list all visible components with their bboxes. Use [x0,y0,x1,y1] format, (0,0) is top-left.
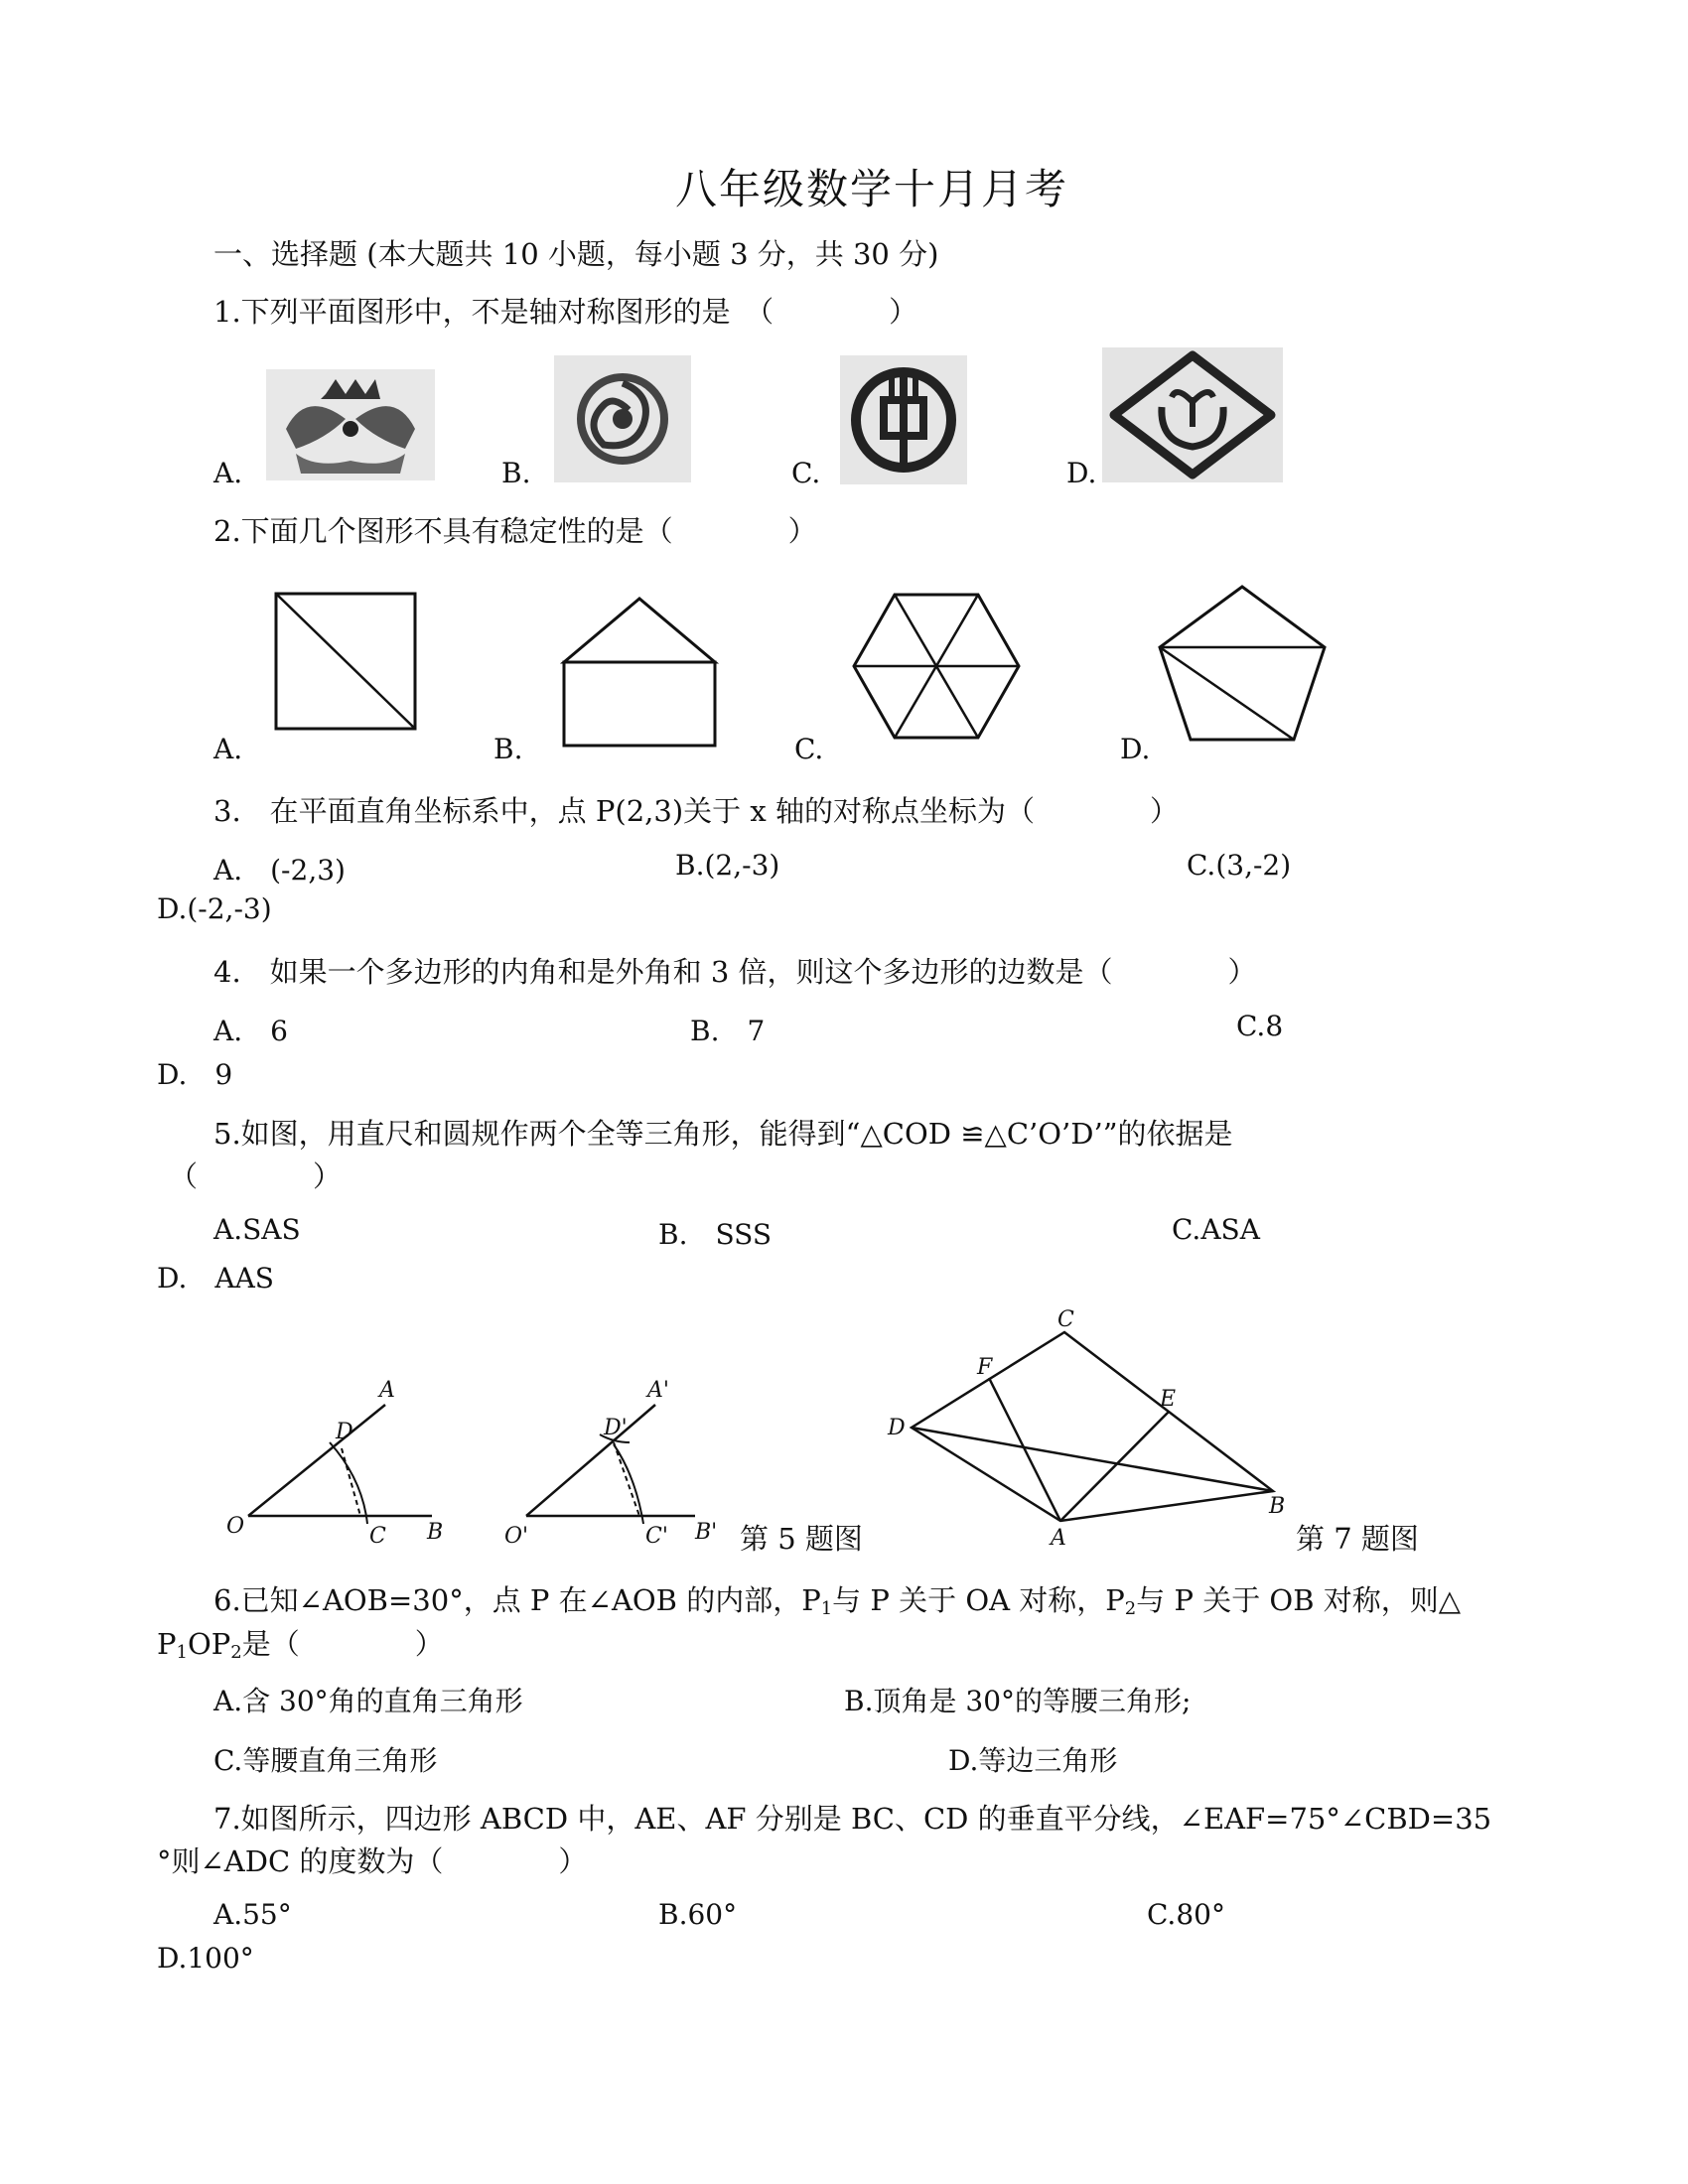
q4-option-a: A. 6 [213,1015,288,1047]
q7-option-c: C.80° [1147,1898,1225,1931]
fig7-caption: 第 7 题图 [1296,1522,1419,1556]
q6-option-b: B.顶角是 30°的等腰三角形; [844,1685,1192,1717]
fig5-right-label-a: A' [647,1378,669,1403]
fig5-left-label-c: C [369,1524,386,1549]
q6-stem: 6.已知∠AOB=30°，点 P 在∠AOB 的内部，$P_1$与 P 关于 OA 对称，$P_2$与 P 关于 OB 对称，则△ [213,1583,1462,1619]
fig5-right-label-o: O' [504,1524,529,1549]
q2-stem: 2.下面几个图形不具有稳定性的是（ ） [213,514,817,548]
fig7-label-a: A [1051,1526,1066,1551]
fig5-left-label-d: D [336,1420,353,1444]
fig5-right-label-c: C' [645,1524,668,1549]
q5-option-b: B. SSS [658,1218,773,1251]
fig5-right-label-b: B' [695,1520,718,1545]
q1-image-d [1102,347,1283,482]
fig7-label-f: F [977,1355,993,1380]
q5-stem: 5.如图，用直尺和圆规作两个全等三角形，能得到“△COD ≌△C’O’D’”的依据是 [213,1117,1233,1151]
q3-option-d: D.(-2,-3) [157,892,272,925]
fig5-right-label-d: D' [604,1416,628,1440]
q2-figure-c-hexagon [851,592,1022,741]
fig5-left-label-b: B [427,1520,444,1545]
q6-option-c: C.等腰直角三角形 [213,1744,438,1777]
q1-stem: 1.下列平面图形中，不是轴对称图形的是 （ ） [213,295,918,329]
q3-option-a: A. (-2,3) [213,854,346,887]
fig5-caption: 第 5 题图 [740,1522,863,1556]
q1-label-a: A. [213,457,243,489]
q1-image-b [554,355,691,482]
q6-option-a: A.含 30°角的直角三角形 [213,1685,523,1717]
q2-label-a: A. [213,733,243,765]
fig5-left-angle-construction [218,1365,457,1554]
q2-label-c: C. [794,733,824,765]
q5-option-c: C.ASA [1172,1213,1260,1246]
q5-option-a: A.SAS [213,1213,301,1246]
q4-stem: 4. 如果一个多边形的内角和是外角和 3 倍，则这个多边形的边数是（ ） [213,955,1257,989]
q4-option-c: C.8 [1236,1010,1284,1042]
q4-option-b: B. 7 [690,1015,766,1047]
q7-stem: 7.如图所示，四边形 ABCD 中，AE、AF 分别是 BC、CD 的垂直平分线，∠EAF=75°∠CBD=35 [213,1802,1492,1836]
section-heading: 一、选择题 (本大题共 10 小题，每小题 3 分，共 30 分) [213,237,939,271]
q2-figure-d-pentagon [1157,584,1328,743]
fig7-label-b: B [1269,1494,1286,1519]
q6-stem-line2: $P_1OP_2$是（ ） [157,1627,444,1663]
q7-option-a: A.55° [213,1898,292,1931]
q4-option-d: D. 9 [157,1058,233,1091]
q3-stem: 3. 在平面直角坐标系中，点 P(2,3)关于 x 轴的对称点坐标为（ ） [213,794,1179,828]
q1-image-a [266,369,435,480]
q7-stem-line2: °则∠ADC 的度数为（ ） [157,1844,588,1878]
fig7-label-e: E [1160,1387,1177,1412]
fig7-label-d: D [888,1416,906,1440]
fig5-left-label-a: A [379,1378,395,1403]
q1-label-d: D. [1066,457,1097,489]
fig5-left-label-o: O [226,1514,245,1539]
q3-option-c: C.(3,-2) [1187,849,1292,882]
q5-option-d: D. AAS [157,1262,274,1295]
q1-label-b: B. [501,457,531,489]
fig5-right-angle-construction [496,1365,735,1554]
q7-option-b: B.60° [658,1898,738,1931]
q5-stem-paren: （ ） [169,1160,343,1193]
q6-option-d: D.等边三角形 [948,1744,1118,1777]
q2-figure-b-house-shape [561,596,718,750]
page-title: 八年级数学十月月考 [675,165,1069,213]
q2-label-d: D. [1120,733,1151,765]
fig7-quadrilateral [874,1307,1291,1551]
q1-label-c: C. [791,457,821,489]
q2-figure-a-square-with-diagonal [273,591,418,732]
q3-option-b: B.(2,-3) [675,849,780,882]
q1-image-c [840,355,967,484]
q7-option-d: D.100° [157,1942,254,1975]
q2-label-b: B. [493,733,523,765]
fig7-label-c: C [1057,1307,1074,1332]
